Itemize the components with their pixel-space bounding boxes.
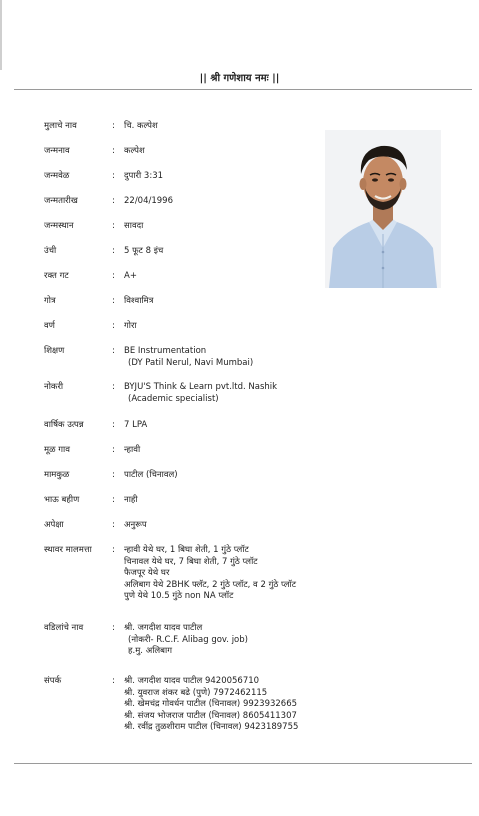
detail-label: मामकुळ — [44, 470, 70, 480]
detail-colon: : — [112, 121, 115, 131]
detail-value-line: विश्वामित्र — [124, 296, 154, 306]
detail-value-line: श्री. युवराज शंकर बढे (पुणे) 7972462115 — [124, 687, 268, 698]
detail-colon: : — [112, 196, 115, 206]
detail-value-line: BE Instrumentation — [124, 346, 207, 356]
detail-value-line: (DY Patil Nerul, Navi Mumbai) — [128, 357, 254, 368]
detail-value-line: पाटील (चिनावल) — [124, 470, 178, 480]
detail-value — [124, 221, 143, 233]
detail-value-line: 5 फूट 8 इंच — [124, 246, 164, 256]
detail-value-line: चि. कल्पेश — [124, 121, 158, 131]
detail-value-line: न्हावी येथे घर, 1 बिघा शेती, 1 गुंठे प्लॉट — [124, 545, 249, 555]
detail-value — [124, 623, 248, 658]
header-divider — [14, 89, 472, 90]
detail-value-line: सावदा — [124, 221, 144, 231]
detail-label: संपर्क — [44, 676, 62, 686]
detail-value-line: श्री. संजय भोजराज पाटील (चिनावल) 8605411307 — [124, 710, 297, 721]
detail-label: जन्मस्थान — [44, 221, 74, 231]
detail-label: मुलाचे नाव — [44, 121, 77, 131]
detail-label: जन्मतारीख — [44, 196, 78, 206]
detail-colon: : — [112, 470, 115, 480]
detail-value-line: 7 LPA — [124, 420, 148, 430]
detail-value-line: न्हावी — [124, 445, 141, 455]
detail-label: रक्त गट — [44, 271, 69, 281]
page-heading: || श्री गणेशाय नमः || — [199, 73, 280, 84]
detail-value-line: ह.मु. अलिबाग — [128, 646, 173, 656]
detail-value-line: चिनावल येथे घर, 7 बिघा शेती, 7 गुंठे प्लॉट — [124, 556, 258, 567]
footer-divider — [14, 763, 472, 764]
detail-value-line: गोरा — [124, 321, 137, 331]
profile-photo — [325, 130, 441, 288]
detail-value — [124, 382, 277, 405]
detail-value-line: कल्पेश — [124, 146, 145, 156]
detail-value-line: श्री. खेमचंद्र गोवर्धन पाटील (चिनावल) 9923932665 — [124, 699, 298, 709]
detail-value-line: नाही — [124, 495, 138, 505]
detail-value-line: पुणे येथे 10.5 गुंठे non NA प्लॉट — [124, 591, 234, 601]
detail-value-line: श्री. जगदीश यादव पाटील — [124, 623, 203, 633]
detail-value-line: अलिबाग येथे 2BHK फ्लॅट, 2 गुंठे प्लॉट, व 2 गुंठे प्लॉट — [124, 579, 297, 590]
detail-colon: : — [112, 321, 115, 331]
detail-colon: : — [112, 382, 115, 392]
detail-value-line: 22/04/1996 — [124, 196, 173, 206]
detail-value-line: A+ — [124, 271, 137, 281]
detail-label: नोकरी — [44, 382, 64, 392]
detail-label: मूळ गाव — [44, 445, 70, 455]
detail-label: स्थावर मालमत्ता — [44, 545, 92, 555]
detail-value — [124, 545, 296, 603]
detail-value — [124, 171, 163, 183]
detail-label: जन्मनाव — [44, 146, 70, 156]
detail-colon: : — [112, 495, 115, 505]
detail-colon: : — [112, 676, 115, 686]
detail-colon: : — [112, 296, 115, 306]
detail-colon: : — [112, 623, 115, 633]
detail-value — [124, 246, 163, 258]
detail-colon: : — [112, 545, 115, 555]
detail-colon: : — [112, 146, 115, 156]
detail-value — [124, 196, 173, 208]
detail-value-line: (नोकरी- R.C.F. Alibag gov. job) — [128, 634, 248, 645]
detail-value-line: फैजपूर येथे घर — [124, 568, 170, 578]
detail-label: जन्मवेळ — [44, 171, 70, 181]
detail-value-line: अनुरूप — [124, 520, 147, 530]
detail-label: अपेक्षा — [44, 520, 64, 530]
detail-value — [124, 520, 147, 532]
detail-label: वर्ण — [44, 321, 55, 331]
detail-value — [124, 470, 178, 482]
detail-label: भाऊ बहीण — [44, 495, 80, 505]
detail-label: गोत्र — [44, 296, 56, 306]
detail-value — [124, 296, 153, 308]
detail-value — [124, 495, 138, 507]
detail-label: उंची — [44, 246, 57, 256]
detail-value — [124, 346, 253, 369]
detail-label: शिक्षण — [44, 346, 65, 356]
detail-value-line: श्री. जगदीश यादव पाटील 9420056710 — [124, 676, 260, 686]
detail-value — [124, 420, 147, 432]
detail-value-line: (Academic specialist) — [128, 393, 219, 404]
detail-value — [124, 271, 137, 283]
detail-colon: : — [112, 246, 115, 256]
detail-colon: : — [112, 520, 115, 530]
detail-colon: : — [112, 271, 115, 281]
detail-colon: : — [112, 346, 115, 356]
detail-value — [124, 676, 298, 734]
detail-colon: : — [112, 420, 115, 430]
detail-colon: : — [112, 221, 115, 231]
detail-value-line: दुपारी 3:31 — [124, 171, 164, 181]
page-edge — [0, 0, 2, 70]
detail-label: वार्षिक उत्पन्न — [44, 420, 84, 430]
detail-value-line: श्री. रवींद्र तुळशीराम पाटील (चिनावल) 9423189755 — [124, 722, 299, 732]
detail-value — [124, 121, 158, 133]
portrait-illustration — [325, 130, 441, 288]
detail-colon: : — [112, 445, 115, 455]
detail-value — [124, 146, 145, 158]
detail-label: वडिलांचे नाव — [44, 623, 84, 633]
detail-value — [124, 321, 137, 333]
detail-value-line: BYJU'S Think & Learn pvt.ltd. Nashik — [124, 382, 278, 392]
detail-colon: : — [112, 171, 115, 181]
detail-value — [124, 445, 140, 457]
